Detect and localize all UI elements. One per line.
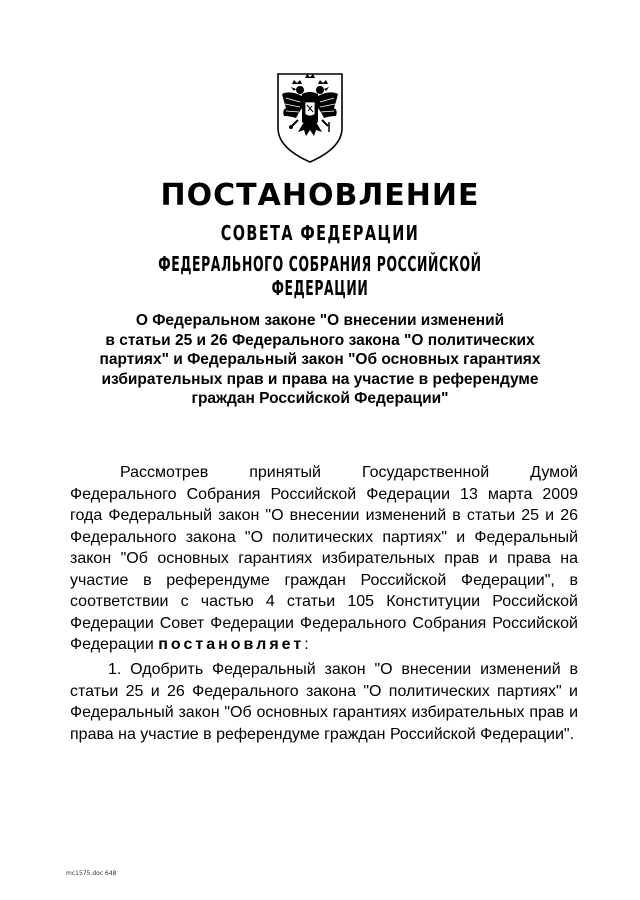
document-subject	[80, 311, 560, 409]
preamble-text: Рассмотрев принятый Государственной Думой Федерального Собрания Российской Федерации 13 марта 2009 года Федеральный закон "О внесении изменений в статьи 25 и 26 Федерального закона "О политических партиях" и Федеральный закон "Об основных гарантиях избирательных прав и права на участие в референдуме граждан Российской Федерации", в соответствии с частью 4 статьи 105 Конституции Российской Федерации Совет Федерации Федерального Собрания Российской Федерации	[70, 464, 578, 653]
subject-line: партиях" и Федеральный закон "Об основных гарантиях	[99, 351, 541, 368]
subject-line: О Федеральном законе "О внесении изменений	[135, 312, 505, 329]
subject-line: избирательных прав и права на участие в референдуме	[101, 370, 539, 388]
document-code: mc1575.doc 648	[66, 870, 117, 877]
subject-line: граждан Российской Федерации"	[191, 390, 449, 407]
resolves-verb: постановляет	[158, 636, 305, 653]
preamble-colon: :	[304, 636, 309, 653]
issuing-body-parent: ФЕДЕРАЛЬНОГО СОБРАНИЯ РОССИЙСКОЙ ФЕДЕРАЦИИ	[158, 252, 482, 300]
preamble-paragraph	[70, 462, 578, 656]
coat-of-arms-icon	[272, 70, 348, 164]
issuing-body: СОВЕТА ФЕДЕРАЦИИ	[220, 221, 420, 245]
resolution-item-1: 1. Одобрить Федеральный закон "О внесении изменений в статьи 25 и 26 Федерального закона "О политических партиях" и Федеральный закон "Об основных гарантиях избирательных прав и права на участие в референдуме граждан Российской Федерации".	[70, 661, 578, 743]
subject-line: в статьи 25 и 26 Федерального закона "О политических	[105, 331, 535, 349]
document-title: ПОСТАНОВЛЕНИЕ	[160, 178, 480, 213]
